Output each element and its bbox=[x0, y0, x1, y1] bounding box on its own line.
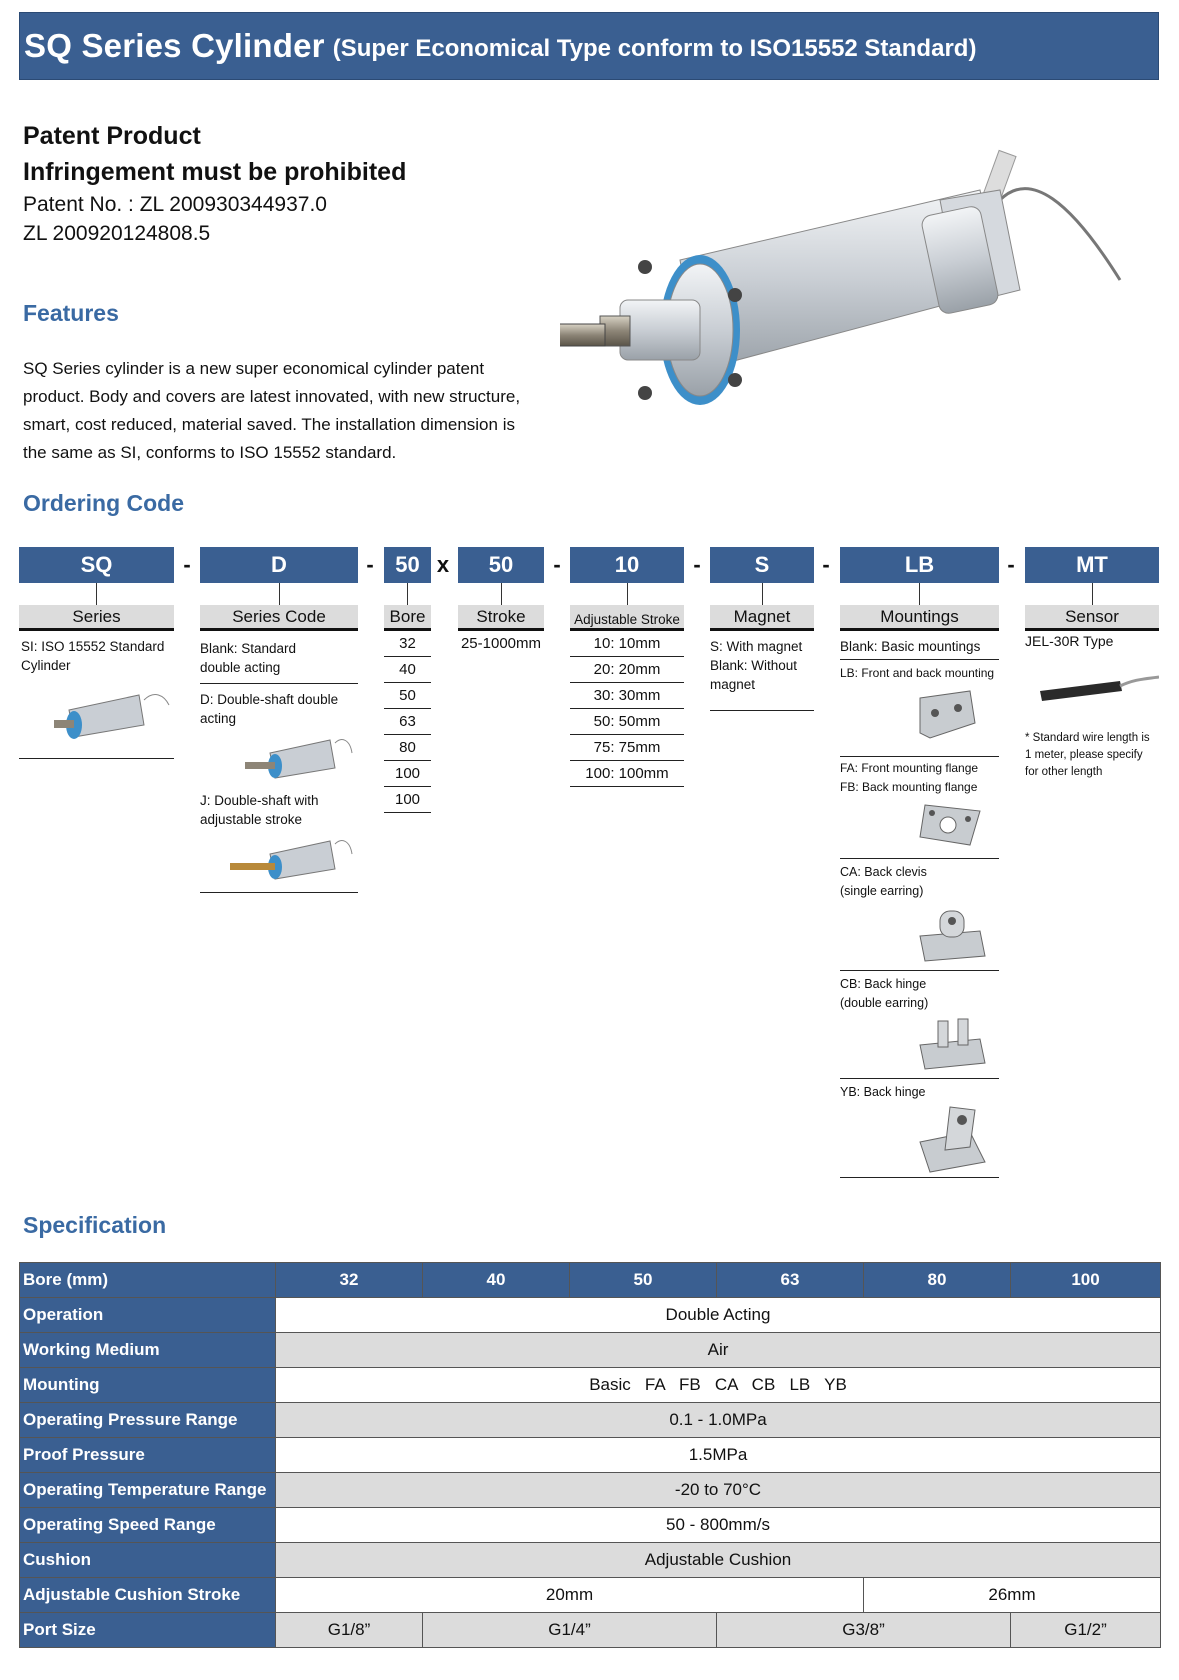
code-separator: - bbox=[1007, 552, 1015, 577]
table-row bbox=[20, 1578, 1161, 1613]
row-label: Port Size bbox=[20, 1613, 276, 1648]
code-separator: - bbox=[183, 552, 191, 577]
magnet-column bbox=[710, 631, 814, 711]
code-magnet: S bbox=[710, 547, 814, 583]
series-option: SI: ISO 15552 Standard bbox=[21, 639, 165, 654]
table-row bbox=[20, 1333, 1161, 1368]
bore-value: 32 bbox=[276, 1263, 423, 1298]
cylinder-product-image bbox=[560, 140, 1130, 440]
title-bar bbox=[19, 12, 1159, 80]
row-value: G3/8” bbox=[717, 1613, 1011, 1648]
bore-label: Bore (mm) bbox=[20, 1263, 276, 1298]
sensor-icon bbox=[1025, 649, 1159, 727]
cylinder-icon bbox=[19, 675, 174, 755]
head-adjustable-stroke: Adjustable Stroke bbox=[570, 605, 684, 631]
patent-number-2: ZL 200920124808.5 bbox=[23, 222, 211, 245]
row-label: Mounting bbox=[20, 1368, 276, 1403]
bore-column bbox=[384, 631, 431, 813]
series-code-column bbox=[200, 631, 358, 893]
patent-warning: Infringement must be prohibited bbox=[23, 158, 407, 186]
bore-option: 32 bbox=[384, 631, 431, 657]
mounting-basic: Blank: Basic mountings bbox=[840, 639, 981, 654]
table-row bbox=[20, 1438, 1161, 1473]
bore-option: 100 bbox=[384, 761, 431, 787]
back-hinge-icon bbox=[840, 1102, 999, 1174]
code-adjustable-stroke: 10 bbox=[570, 547, 684, 583]
table-row bbox=[20, 1613, 1161, 1648]
code-separator: - bbox=[822, 552, 830, 577]
sensor-column bbox=[1025, 631, 1159, 781]
code-separator: - bbox=[553, 552, 561, 577]
bore-value: 50 bbox=[570, 1263, 717, 1298]
series-code-blank: Blank: Standard double acting bbox=[200, 641, 297, 675]
adjustable-option: 10: 10mm bbox=[570, 631, 684, 657]
code-mountings: LB bbox=[840, 547, 999, 583]
code-series: SQ bbox=[19, 547, 174, 583]
patent-block bbox=[23, 118, 406, 248]
bore-value: 63 bbox=[717, 1263, 864, 1298]
features-text: SQ Series cylinder is a new super economical cylinder patent product. Body and covers are latest innovated, with new structure, smart, cost reduced, material saved. The installation dimension is the same as SI, conforms to ISO 15552 standard. bbox=[23, 359, 521, 462]
row-value: -20 to 70°C bbox=[276, 1473, 1161, 1508]
row-label: Operating Speed Range bbox=[20, 1508, 276, 1543]
patent-number: Patent No. : ZL 200930344937.0 bbox=[23, 193, 327, 216]
row-value: Double Acting bbox=[276, 1298, 1161, 1333]
foot-mounting-icon bbox=[840, 683, 999, 753]
row-value: 20mm bbox=[276, 1578, 864, 1613]
adjustable-option: 100: 100mm bbox=[570, 761, 684, 787]
stroke-range: 25-1000mm bbox=[460, 635, 542, 652]
adjustable-option: 20: 20mm bbox=[570, 657, 684, 683]
magnet-option-blank: Blank: Without magnet bbox=[710, 658, 798, 692]
code-separator: - bbox=[366, 552, 374, 577]
code-sensor: MT bbox=[1025, 547, 1159, 583]
table-row bbox=[20, 1403, 1161, 1438]
table-row bbox=[20, 1473, 1161, 1508]
code-separator: x bbox=[436, 552, 450, 577]
code-bore: 50 bbox=[384, 547, 431, 583]
series-code-d: D: Double-shaft double acting bbox=[200, 692, 339, 726]
row-label: Cushion bbox=[20, 1543, 276, 1578]
head-bore: Bore bbox=[384, 605, 431, 631]
double-shaft-cylinder-icon bbox=[200, 728, 358, 788]
page-title: SQ Series Cylinder bbox=[24, 27, 325, 64]
series-column bbox=[19, 631, 174, 759]
mounting-ca-note: (single earring) bbox=[840, 884, 924, 898]
table-row bbox=[20, 1508, 1161, 1543]
mounting-fb: FB: Back mounting flange bbox=[840, 780, 978, 794]
bore-value: 100 bbox=[1011, 1263, 1161, 1298]
code-series-code: D bbox=[200, 547, 358, 583]
specification-table bbox=[19, 1262, 1161, 1648]
row-label: Operating Temperature Range bbox=[20, 1473, 276, 1508]
row-label: Operating Pressure Range bbox=[20, 1403, 276, 1438]
bore-value: 40 bbox=[423, 1263, 570, 1298]
mounting-fa: FA: Front mounting flange bbox=[840, 761, 979, 775]
table-row bbox=[20, 1298, 1161, 1333]
table-row bbox=[20, 1543, 1161, 1578]
code-stroke: 50 bbox=[458, 547, 544, 583]
mountings-column bbox=[840, 631, 999, 1178]
row-value: 50 - 800mm/s bbox=[276, 1508, 1161, 1543]
row-value: 26mm bbox=[864, 1578, 1161, 1613]
row-label: Adjustable Cushion Stroke bbox=[20, 1578, 276, 1613]
row-value: 1.5MPa bbox=[276, 1438, 1161, 1473]
head-sensor: Sensor bbox=[1025, 605, 1159, 631]
sensor-note: * Standard wire length is 1 meter, please specify for other length bbox=[1025, 732, 1150, 778]
head-magnet: Magnet bbox=[710, 605, 814, 631]
head-series: Series bbox=[19, 605, 174, 631]
magnet-option-s: S: With magnet bbox=[710, 639, 803, 654]
patent-heading: Patent Product bbox=[23, 122, 201, 150]
bore-option: 40 bbox=[384, 657, 431, 683]
row-value: Basic FA FB CA CB LB YB bbox=[276, 1368, 1161, 1403]
adjustable-cylinder-icon bbox=[200, 829, 358, 889]
bore-option: 63 bbox=[384, 709, 431, 735]
row-value: G1/8” bbox=[276, 1613, 423, 1648]
row-value: 0.1 - 1.0MPa bbox=[276, 1403, 1161, 1438]
adjustable-option: 50: 50mm bbox=[570, 709, 684, 735]
head-mountings: Mountings bbox=[840, 605, 999, 631]
series-option-2: Cylinder bbox=[21, 658, 71, 673]
adjustable-option: 30: 30mm bbox=[570, 683, 684, 709]
code-separator: - bbox=[693, 552, 701, 577]
bore-value: 80 bbox=[864, 1263, 1011, 1298]
mounting-cb: CB: Back hinge bbox=[840, 977, 927, 991]
bore-option: 80 bbox=[384, 735, 431, 761]
row-value: Adjustable Cushion bbox=[276, 1543, 1161, 1578]
table-row bbox=[20, 1368, 1161, 1403]
row-label: Proof Pressure bbox=[20, 1438, 276, 1473]
single-clevis-icon bbox=[840, 901, 999, 967]
adjustable-option: 75: 75mm bbox=[570, 735, 684, 761]
mounting-lb: LB: Front and back mounting bbox=[840, 666, 995, 680]
head-stroke: Stroke bbox=[458, 605, 544, 631]
mounting-ca: CA: Back clevis bbox=[840, 865, 927, 879]
bore-option: 50 bbox=[384, 683, 431, 709]
table-row bbox=[20, 1263, 1161, 1298]
row-value: G1/2” bbox=[1011, 1613, 1161, 1648]
head-series-code: Series Code bbox=[200, 605, 358, 631]
stroke-column bbox=[458, 631, 544, 657]
specification-title: Specification bbox=[23, 1212, 167, 1238]
sensor-type: JEL-30R Type bbox=[1025, 633, 1114, 649]
adjustable-stroke-column bbox=[570, 631, 684, 787]
row-value: G1/4” bbox=[423, 1613, 717, 1648]
series-code-j: J: Double-shaft with adjustable stroke bbox=[200, 793, 319, 827]
bore-option: 100 bbox=[384, 787, 431, 813]
row-label: Operation bbox=[20, 1298, 276, 1333]
page-subtitle: (Super Economical Type conform to ISO15552 Standard) bbox=[332, 35, 977, 62]
mounting-yb: YB: Back hinge bbox=[840, 1085, 926, 1099]
row-label: Working Medium bbox=[20, 1333, 276, 1368]
double-clevis-icon bbox=[840, 1013, 999, 1075]
mounting-cb-note: (double earring) bbox=[840, 996, 929, 1010]
flange-mounting-icon bbox=[840, 797, 999, 855]
ordering-code-title: Ordering Code bbox=[23, 490, 185, 516]
features-title: Features bbox=[23, 300, 119, 326]
row-value: Air bbox=[276, 1333, 1161, 1368]
